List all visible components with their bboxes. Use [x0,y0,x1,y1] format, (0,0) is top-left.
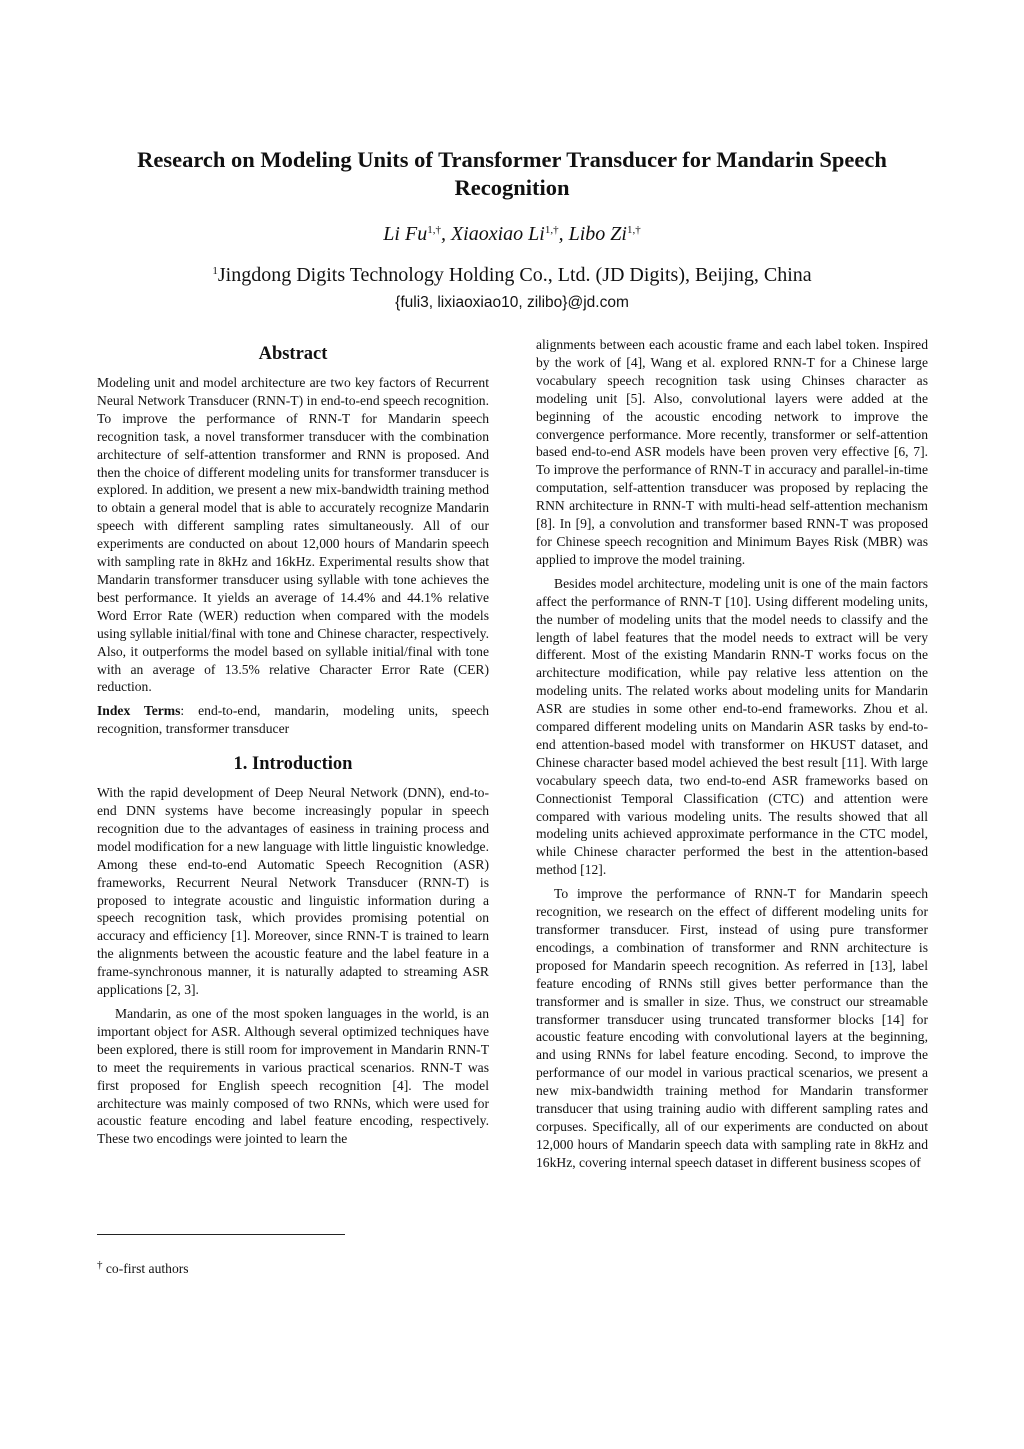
intro-paragraph-5: To improve the performance of RNN-T for Mandarin speech recognition, we research on the effect of different modeling units for transformer transducer. First, instead of using pure transformer encodings, a combination of transformer and RNN architecture is proposed for Mandarin speech recognition. As referred in [13], label feature encoding of RNNs still gives better performance than the transformer and is smaller in size. Thus, we construct our streamable transformer transducer using truncated transformer blocks [14] for acoustic feature encoding with convolutional layers at the beginning, and using RNNs for label feature encoding. Second, to improve the performance of our model in various practical scenarios, we present a new mix-bandwidth training method for Mandarin transformer transducer that using training audio with different sampling rates and corpuses. Specifically, all of our experiments are conducted on about 12,000 hours of Mandarin speech data with sampling rate in 8kHz and 16kHz, covering internal speech dataset in different business scopes of [536,886,928,1170]
intro-heading: 1. Introduction [233,754,353,775]
author-sup: 1,† [626,224,641,236]
affiliation-sup: 1 [212,265,218,277]
intro-paragraph-1: With the rapid development of Deep Neural Network (DNN), end-to-end DNN systems have become increasingly popular in speech recognition due to the advantages of easiness in training process and model modification for a new language with little linguistic knowledge. Among these end-to-end Automatic Speech Recognition (ASR) frameworks, Recurrent Neural Network Transducer (RNN-T) is proposed to integrate acoustic and linguistic information during a speech recognition task, which provides promising potential on accuracy and efficiency [1]. Moreover, since RNN-T is trained to learn the alignments between the acoustic feature and the label feature in a frame-synchronous manner, it is naturally adapted to streaming ASR applications [2, 3]. [97,785,489,998]
index-terms [97,702,489,738]
paper-title [80,146,944,202]
author-name: Xiaoxiao Li [450,223,545,245]
author-sup: 1,† [427,224,441,236]
abstract-text: Modeling unit and model architecture are two key factors of Recurrent Neural Network Transducer (RNN-T) in end-to-end speech recognition. To improve the performance of RNN-T for Mandarin speech recognition task, a novel transformer transducer with the combination architecture of self-attention transformer and RNN is proposed. And then the choice of different modeling units for transformer transducer is explored. In addition, we present a new mix-bandwidth training method to obtain a general model that is able to accurately recognize Mandarin speech with different sampling rates simultaneously. All of our experiments are conducted on about 12,000 hours of Mandarin speech with sampling rate in 8kHz and 16kHz. Experimental results show that Mandarin transformer transducer using syllable with tone achieves the best performance. It yields an average of 14.4% and 44.1% relative Word Error Rate (WER) reduction when compared with the models using syllable initial/final with tone and Chinese character, respectively. Also, it outperforms the model based on syllable initial/final with tone with an average of 13.5% relative Character Error Rate (CER) reduction. [97,375,489,695]
author-name: Libo Zi [568,223,627,245]
index-terms-label: Index Terms [97,703,181,719]
footnote-text: co-first authors [102,1261,189,1276]
author-emails: {fuli3, lixiaoxiao10, zilibo}@jd.com [395,294,629,311]
author-list: Li $Fu^{1,\dagger}$, Xiaoxiao $Li^{1,\dagger}$, Libo $Zi^{1,\dagger}$ [383,223,641,245]
title-line-2: Recognition [454,175,570,200]
affiliation-text: Jingdong Digits Technology Holding Co., Ltd. (JD Digits), Beijing, China [217,264,812,286]
footnote [97,1260,189,1278]
index-terms-text: : end-to-end, mandarin, modeling units, speech recognition, transformer transducer [97,703,489,737]
intro-paragraph-2: Mandarin, as one of the most spoken languages in the world, is an important object for ASR. Although several optimized techniques have been explored, there is still room for improvement in Mandarin RNN-T to meet the requirements in various practical scenarios. RNN-T was first proposed for English speech recognition [4]. The model architecture was mainly composed of two RNNs, which were used for acoustic feature encoding and label feature encoding, respectively. These two encodings were jointed to learn the [97,1006,489,1147]
title-line-1: Research on Modeling Units of Transformer Transducer for Mandarin Speech [137,147,887,172]
right-column [536,336,928,1178]
left-column [97,342,489,1154]
affiliation [0,261,1024,289]
footnote-rule [97,1234,345,1235]
abstract-heading: Abstract [258,344,328,364]
footnote-sup: † [97,1259,103,1271]
author-name: Li Fu [383,223,428,245]
intro-paragraph-4: Besides model architecture, modeling unit is one of the main factors affect the performance of RNN-T [10]. Using different modeling units, the number of modeling units that the model needs to classify and the length of label features that the model needs to extract will be very different. Most of the existing Mandarin RNN-T works focus on the architecture modification, while pay relative less attention on the modeling units. The related works about modeling units for Mandarin ASR are studies in some other end-to-end frameworks. Zhou et al. compared different modeling units on Mandarin ASR tasks by end-to-end attention-based model with transformer on HKUST dataset, and Chinese character based model achieved the best result [11]. With large vocabulary speech data, two end-to-end ASR frameworks based on Connectionist Temporal Classification (CTC) and attention were compared with various modeling units. The results showed that all modeling units achieved approximate performance in the CTC model, while Chinese character performed the best in the attention-based method [12]. [536,575,928,878]
intro-paragraph-3: alignments between each acoustic frame and each label token. Inspired by the work of [4], Wang et al. explored RNN-T for a Chinese large vocabulary speech recognition task using Chinses character as modeling unit [5]. Also, convolutional layers were added at the beginning of the acoustic encoding network to improve the convergence performance. More recently, transformer or self-attention based end-to-end ASR models have been proven very effective [6, 7]. To improve the performance of RNN-T in accuracy and parallel-in-time computation, self-attention transducer was proposed by replacing the RNN architecture in RNN-T with multi-head self-attention mechanism [8]. In [9], a convolution and transformer based RNN-T was proposed for Chinese speech recognition and Minimum Bayes Risk (MBR) was applied to improve the model training. [536,337,928,567]
author-sup: 1,† [544,224,559,236]
